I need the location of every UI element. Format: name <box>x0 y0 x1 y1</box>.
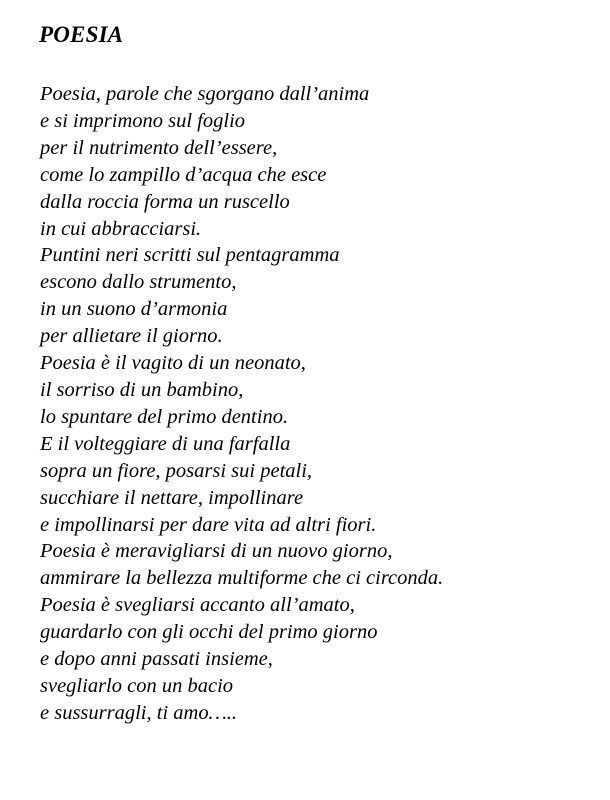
poem-line: in un suono d’armonia <box>40 298 228 321</box>
poem-line: Poesia è il vagito di un neonato, <box>40 352 306 375</box>
poem-line: Poesia è svegliarsi accanto all’amato, <box>40 594 355 617</box>
poem-line: per il nutrimento dell’essere, <box>40 136 278 159</box>
poem-line: e impollinarsi per dare vita ad altri fiori. <box>40 513 377 536</box>
poem-line: come lo zampillo d’acqua che esce <box>40 163 327 186</box>
poem-line: lo spuntare del primo dentino. <box>40 405 289 428</box>
poem-line: e dopo anni passati insieme, <box>40 648 273 671</box>
poem-title: POESIA <box>39 22 124 47</box>
poem-line: Poesia è meravigliarsi di un nuovo giorno, <box>40 540 393 563</box>
poem-line: sopra un fiore, posarsi sui petali, <box>40 459 313 482</box>
poem-line: per allietare il giorno. <box>40 325 223 348</box>
poem-line: e si imprimono sul foglio <box>40 109 246 132</box>
poem-line: svegliarlo con un bacio <box>40 674 234 697</box>
poem-line: in cui abbracciarsi. <box>40 217 202 240</box>
poem-line: Puntini neri scritti sul pentagramma <box>40 244 340 267</box>
poem-line: e sussurragli, ti amo….. <box>40 701 238 724</box>
poem-line: guardarlo con gli occhi del primo giorno <box>40 621 378 644</box>
poem-line: succhiare il nettare, impollinare <box>40 486 304 509</box>
poem-line: E il volteggiare di una farfalla <box>40 432 291 455</box>
poem-line: Poesia, parole che sgorgano dall’anima <box>40 83 370 105</box>
poem-line: ammirare la bellezza multiforme che ci circonda. <box>40 567 444 590</box>
poem-line: il sorriso di un bambino, <box>40 378 244 401</box>
poem-line: escono dallo strumento, <box>40 271 237 294</box>
poem-line: dalla roccia forma un ruscello <box>40 190 290 213</box>
poem-body <box>40 81 443 727</box>
